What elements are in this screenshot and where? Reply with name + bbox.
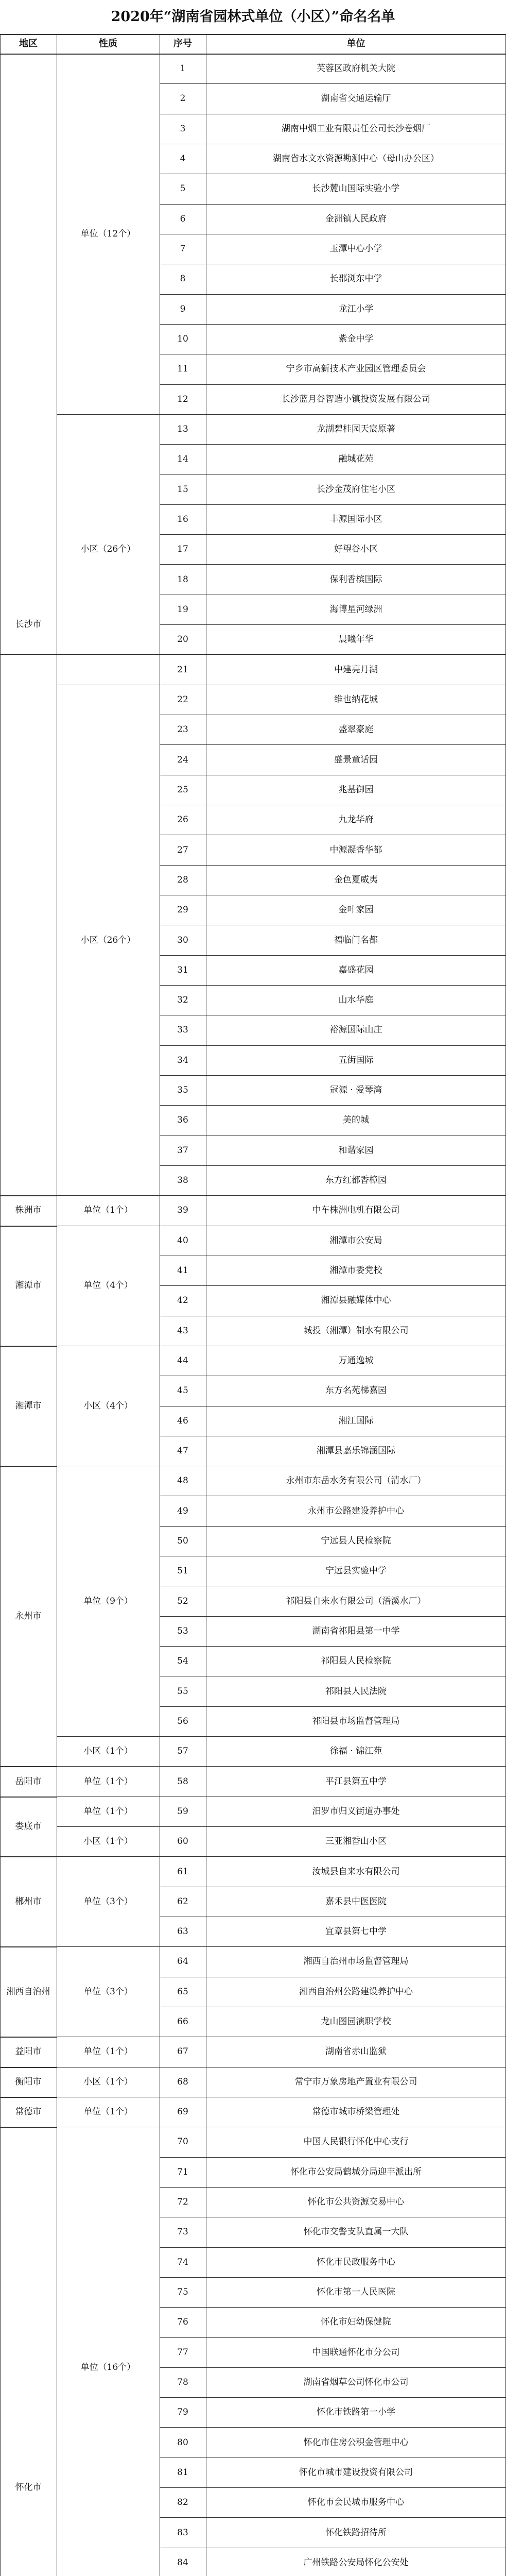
row-number: 27 [177, 844, 188, 855]
row-number: 83 [177, 2527, 188, 2538]
row-number: 60 [177, 1836, 188, 1847]
nature-cell: 单位（4个） [83, 1280, 133, 1291]
unit-name: 湖南中烟工业有限责任公司长沙卷烟厂 [282, 123, 430, 134]
row-number: 52 [177, 1596, 188, 1606]
unit-name: 祁阳县自来水有限公司（浯溪水厂） [286, 1596, 426, 1606]
row-number: 13 [177, 424, 188, 435]
row-number: 2 [180, 93, 186, 104]
unit-name: 五街国际 [338, 1055, 374, 1065]
unit-name: 湖南省烟草公司怀化市公司 [303, 2377, 409, 2387]
nature-cell: 小区（4个） [83, 1400, 133, 1411]
unit-name: 湘潭县嘉乐锦涵国际 [317, 1445, 395, 1456]
unit-name: 芙蓉区政府机关大院 [317, 63, 395, 74]
row-number: 26 [177, 815, 188, 825]
region-cell: 株洲市 [15, 1205, 42, 1216]
unit-name: 融城花苑 [338, 454, 374, 465]
unit-name: 中建亮月湖 [334, 664, 378, 675]
nature-cell: 单位（1个） [83, 2107, 133, 2117]
unit-name: 长郡浏东中学 [329, 274, 382, 284]
row-number: 82 [177, 2497, 188, 2508]
row-number: 3 [180, 123, 186, 134]
region-cell: 怀化市 [15, 2482, 42, 2493]
row-rule [160, 1526, 506, 1527]
unit-name: 九龙华府 [338, 815, 374, 825]
row-rule [160, 1766, 506, 1767]
row-number: 14 [177, 454, 188, 465]
row-number: 18 [177, 574, 188, 585]
row-rule [160, 1736, 506, 1737]
row-rule [160, 2157, 506, 2158]
row-rule [160, 474, 506, 475]
nature-rule [57, 1766, 160, 1767]
unit-name: 怀化市城市建设投资有限公司 [299, 2467, 413, 2478]
row-rule [160, 204, 506, 205]
row-number: 30 [177, 935, 188, 945]
unit-name: 祁阳县人民检察院 [321, 1656, 391, 1667]
row-number: 31 [177, 964, 188, 975]
row-rule [160, 624, 506, 625]
row-number: 58 [177, 1776, 188, 1787]
region-rule [0, 2067, 57, 2068]
row-number: 47 [177, 1445, 188, 1456]
unit-name: 金叶家园 [338, 905, 374, 916]
nature-cell: 单位（12个） [80, 228, 136, 239]
row-number: 63 [177, 1926, 188, 1937]
unit-name: 东方红都香樟园 [325, 1175, 387, 1186]
row-rule [160, 1646, 506, 1647]
row-rule [160, 2187, 506, 2188]
unit-name: 维也纳花城 [334, 694, 378, 705]
unit-name: 平江县第五中学 [325, 1776, 387, 1787]
unit-name: 怀化市铁路第一小学 [317, 2407, 395, 2418]
unit-name: 祁阳县市场监督管理局 [312, 1716, 400, 1726]
row-number: 79 [177, 2407, 188, 2418]
row-rule [160, 2247, 506, 2248]
row-number: 12 [177, 394, 188, 404]
row-number: 59 [177, 1806, 188, 1817]
unit-name: 常德市城市桥梁管理处 [312, 2107, 400, 2117]
row-number: 28 [177, 874, 188, 885]
region-cell: 岳阳市 [15, 1776, 42, 1787]
row-number: 23 [177, 724, 188, 735]
region-cell: 长沙市 [15, 619, 42, 630]
row-number: 36 [177, 1115, 188, 1126]
unit-name: 紫金中学 [338, 334, 374, 345]
unit-name: 怀化市交警支队直属一大队 [303, 2227, 409, 2238]
region-cell: 衡阳市 [15, 2076, 42, 2087]
row-rule [160, 955, 506, 956]
row-number: 38 [177, 1175, 188, 1186]
unit-name: 湖南省祁阳县第一中学 [312, 1625, 400, 1636]
unit-name: 福临门名都 [334, 935, 378, 945]
unit-name: 龙江小学 [338, 303, 374, 314]
unit-name: 兆基御园 [338, 784, 374, 795]
region-rule [0, 2097, 57, 2098]
region-rule [0, 1946, 57, 1947]
region-rule [0, 1856, 57, 1857]
row-number: 64 [177, 1956, 188, 1967]
row-rule [160, 865, 506, 866]
nature-rule [57, 1826, 160, 1827]
row-number: 19 [177, 604, 188, 615]
unit-name: 裕源国际山庄 [329, 1025, 382, 1036]
row-rule [160, 504, 506, 505]
unit-name: 宁远县实验中学 [325, 1566, 387, 1577]
row-number: 46 [177, 1415, 188, 1426]
unit-name: 汨罗市归义街道办事处 [312, 1806, 400, 1817]
nature-cell: 单位（9个） [83, 1596, 133, 1606]
unit-name: 万通逸城 [338, 1355, 374, 1366]
page-title: 2020年“湖南省园林式单位（小区）”命名名单 [111, 9, 395, 25]
row-rule [160, 1195, 506, 1196]
row-rule [160, 324, 506, 325]
unit-name: 中源凝香华都 [329, 844, 382, 855]
unit-name: 徐福 · 锦江苑 [329, 1746, 382, 1757]
nature-cell: 单位（3个） [83, 1896, 133, 1907]
region-rule [0, 1466, 57, 1467]
row-number: 29 [177, 905, 188, 916]
row-number: 84 [177, 2557, 188, 2568]
unit-name: 玉潭中心小学 [329, 244, 382, 255]
region-rule [0, 2127, 57, 2128]
unit-name: 怀化市公安局鹤城分局迎丰派出所 [290, 2166, 422, 2177]
row-number: 75 [177, 2287, 188, 2298]
nature-cell: 单位（16个） [80, 2362, 136, 2372]
nature-cell: 小区（1个） [83, 1746, 133, 1757]
nature-cell: 单位（1个） [83, 2046, 133, 2057]
row-number: 4 [180, 154, 186, 164]
row-rule [160, 1856, 506, 1857]
unit-name: 中国人民银行怀化中心支行 [303, 2137, 409, 2147]
row-number: 81 [177, 2467, 188, 2478]
row-number: 49 [177, 1505, 188, 1516]
row-number: 72 [177, 2197, 188, 2208]
row-rule [160, 1946, 506, 1947]
unit-name: 怀化市民政服务中心 [317, 2257, 395, 2267]
header-top-rule [0, 34, 506, 35]
row-number: 41 [177, 1265, 188, 1276]
unit-name: 三亚湘香山小区 [325, 1836, 387, 1847]
row-rule [160, 2367, 506, 2368]
unit-name: 和谐家园 [338, 1145, 374, 1156]
row-rule [160, 1285, 506, 1286]
unit-name: 怀化市第一人民医院 [317, 2287, 395, 2298]
unit-name: 盛景童话园 [334, 754, 378, 765]
row-rule [160, 2307, 506, 2308]
column-header-nature: 性质 [99, 38, 117, 49]
row-number: 66 [177, 2016, 188, 2027]
row-rule [160, 2487, 506, 2488]
row-number: 43 [177, 1325, 188, 1336]
region-rule [0, 1226, 57, 1227]
unit-name: 湖南省水文水资源勘测中心（母山办公区） [273, 154, 439, 164]
row-rule [160, 2427, 506, 2428]
unit-name: 中车株洲电机有限公司 [312, 1205, 400, 1216]
row-number: 62 [177, 1896, 188, 1907]
row-number: 56 [177, 1716, 188, 1726]
row-number: 6 [180, 213, 186, 224]
row-rule [160, 534, 506, 535]
row-rule [160, 294, 506, 295]
unit-name: 晨曦年华 [338, 634, 374, 645]
region-cell: 湘潭市 [15, 1280, 42, 1291]
row-rule [160, 444, 506, 445]
nature-rule [57, 1195, 160, 1196]
row-number: 10 [177, 334, 188, 345]
row-rule [160, 83, 506, 84]
unit-name: 城投（湘潭）制水有限公司 [303, 1325, 409, 1336]
row-rule [160, 564, 506, 565]
unit-name: 汝城县自来水有限公司 [312, 1866, 400, 1877]
unit-name: 常宁市万象房地产置业有限公司 [294, 2076, 417, 2087]
row-number: 45 [177, 1385, 188, 1396]
row-number: 17 [177, 544, 188, 555]
unit-name: 湘西自治州公路建设养护中心 [299, 1986, 413, 1997]
row-number: 57 [177, 1746, 188, 1757]
region-rule [0, 1195, 57, 1196]
row-rule [160, 985, 506, 986]
region-cell: 常德市 [15, 2107, 42, 2117]
row-number: 1 [180, 63, 186, 74]
row-number: 25 [177, 784, 188, 795]
region-cell: 郴州市 [15, 1896, 42, 1907]
row-rule [160, 2517, 506, 2518]
region-cell: 湘潭市 [15, 1400, 42, 1411]
row-number: 5 [180, 183, 186, 194]
row-number: 65 [177, 1986, 188, 1997]
nature-cell: 单位（1个） [83, 1205, 133, 1216]
nature-cell: 单位（1个） [83, 1776, 133, 1787]
row-number: 50 [177, 1535, 188, 1546]
unit-name: 宁乡市高新技术产业园区管理委员会 [286, 364, 426, 375]
unit-name: 长沙麓山国际实验小学 [312, 183, 400, 194]
row-number: 67 [177, 2046, 188, 2057]
unit-name: 怀化市会民城市服务中心 [308, 2497, 404, 2508]
unit-name: 湘江国际 [338, 1415, 374, 1426]
row-number: 73 [177, 2227, 188, 2238]
unit-name: 湘潭市公安局 [329, 1235, 382, 1246]
row-number: 48 [177, 1476, 188, 1486]
row-number: 55 [177, 1686, 188, 1697]
row-number: 76 [177, 2317, 188, 2328]
unit-name: 金洲镇人民政府 [325, 213, 387, 224]
column-header-number: 序号 [173, 38, 192, 49]
row-number: 34 [177, 1055, 188, 1065]
row-rule [160, 1165, 506, 1166]
row-rule [160, 2337, 506, 2338]
nature-cell: 小区（26个） [80, 544, 136, 555]
region-cell: 娄底市 [15, 1821, 42, 1832]
unit-name: 嘉盛花园 [338, 964, 374, 975]
unit-name: 怀化市妇幼保健院 [321, 2317, 391, 2328]
page-break-rule [0, 654, 506, 655]
unit-name: 湘潭县融媒体中心 [321, 1295, 391, 1306]
row-number: 78 [177, 2377, 188, 2387]
row-number: 20 [177, 634, 188, 645]
unit-name: 宁远县人民检察院 [321, 1535, 391, 1546]
unit-name: 金色夏威夷 [334, 874, 378, 885]
unit-name: 龙湖碧桂园天宸原著 [317, 424, 395, 435]
row-number: 70 [177, 2137, 188, 2147]
nature-cell: 单位（1个） [83, 1806, 133, 1817]
row-rule [160, 1706, 506, 1707]
nature-rule [57, 1856, 160, 1857]
unit-name: 广州铁路公安局怀化公安处 [303, 2557, 409, 2568]
row-number: 53 [177, 1625, 188, 1636]
row-number: 51 [177, 1566, 188, 1577]
unit-name: 保利香槟国际 [329, 574, 382, 585]
row-number: 69 [177, 2107, 188, 2117]
region-rule [0, 1766, 57, 1767]
unit-name: 丰源国际小区 [329, 514, 382, 524]
row-rule [160, 1105, 506, 1106]
region-rule [0, 2037, 57, 2038]
row-number: 40 [177, 1235, 188, 1246]
unit-name: 怀化铁路招待所 [325, 2527, 387, 2538]
nature-rule [57, 1946, 160, 1947]
row-number: 16 [177, 514, 188, 524]
unit-name: 中国联通怀化市分公司 [312, 2347, 400, 2358]
region-cell: 益阳市 [15, 2046, 42, 2057]
unit-name: 海博星河绿洲 [329, 604, 382, 615]
row-number: 22 [177, 694, 188, 705]
row-rule [160, 414, 506, 415]
row-number: 15 [177, 484, 188, 495]
unit-name: 湖南省交通运输厅 [321, 93, 391, 104]
row-number: 33 [177, 1025, 188, 1036]
row-number: 21 [177, 664, 188, 675]
nature-rule [57, 1736, 160, 1737]
nature-cell: 小区（26个） [80, 935, 136, 945]
row-number: 44 [177, 1355, 188, 1366]
row-rule [160, 384, 506, 385]
unit-name: 怀化市住房公积金管理中心 [303, 2437, 409, 2448]
unit-name: 永州市东岳水务有限公司（清水厂） [286, 1476, 426, 1486]
row-number: 8 [180, 274, 186, 284]
unit-name: 祁阳县人民法院 [325, 1686, 387, 1697]
unit-name: 冠源 · 爱琴湾 [329, 1085, 382, 1096]
unit-name: 好望谷小区 [334, 544, 378, 555]
unit-name: 永州市公路建设养护中心 [308, 1505, 404, 1516]
unit-name: 龙山图园演职学校 [321, 2016, 391, 2027]
row-number: 54 [177, 1656, 188, 1667]
row-number: 9 [180, 303, 186, 314]
nature-cell: 单位（3个） [83, 1986, 133, 1997]
unit-name: 宜章县第七中学 [325, 1926, 387, 1937]
nature-cell: 小区（1个） [83, 1836, 133, 1847]
unit-name: 山水华庭 [338, 995, 374, 1006]
region-rule [0, 1797, 57, 1798]
region-rule [0, 1346, 57, 1347]
row-number: 32 [177, 995, 188, 1006]
row-number: 7 [180, 244, 186, 255]
row-rule [160, 1826, 506, 1827]
row-rule [160, 1075, 506, 1076]
row-number: 35 [177, 1085, 188, 1096]
row-rule [160, 2397, 506, 2398]
unit-name: 盛翠豪庭 [338, 724, 374, 735]
unit-name: 美的城 [343, 1115, 369, 1126]
unit-name: 湘潭市委党校 [329, 1265, 382, 1276]
nature-rule [57, 414, 160, 415]
row-rule [160, 2277, 506, 2278]
row-number: 74 [177, 2257, 188, 2267]
unit-name: 怀化市公共资源交易中心 [308, 2197, 404, 2208]
unit-name: 东方名苑梯嘉园 [325, 1385, 387, 1396]
column-rule [0, 34, 1, 2576]
region-cell: 湘西自治州 [6, 1986, 50, 1997]
row-number: 68 [177, 2076, 188, 2087]
row-rule [160, 1616, 506, 1617]
row-number: 39 [177, 1205, 188, 1216]
unit-name: 长沙蓝月谷智造小镇投资发展有限公司 [282, 394, 430, 404]
nature-cell: 小区（1个） [83, 2076, 133, 2087]
row-number: 80 [177, 2437, 188, 2448]
row-rule [160, 1045, 506, 1046]
region-cell: 永州市 [15, 1611, 42, 1621]
row-number: 24 [177, 754, 188, 765]
column-header-region: 地区 [19, 38, 38, 49]
unit-name: 湘西自治州市场监督管理局 [303, 1956, 409, 1967]
row-number: 42 [177, 1295, 188, 1306]
row-rule [160, 744, 506, 745]
column-header-unit: 单位 [346, 38, 365, 49]
row-number: 11 [177, 364, 188, 375]
unit-name: 长沙金茂府住宅小区 [317, 484, 395, 495]
unit-name: 湖南省赤山监狱 [325, 2046, 387, 2057]
row-number: 61 [177, 1866, 188, 1877]
unit-name: 嘉禾县中医医院 [325, 1896, 387, 1907]
row-number: 77 [177, 2347, 188, 2358]
row-number: 37 [177, 1145, 188, 1156]
row-number: 71 [177, 2166, 188, 2177]
